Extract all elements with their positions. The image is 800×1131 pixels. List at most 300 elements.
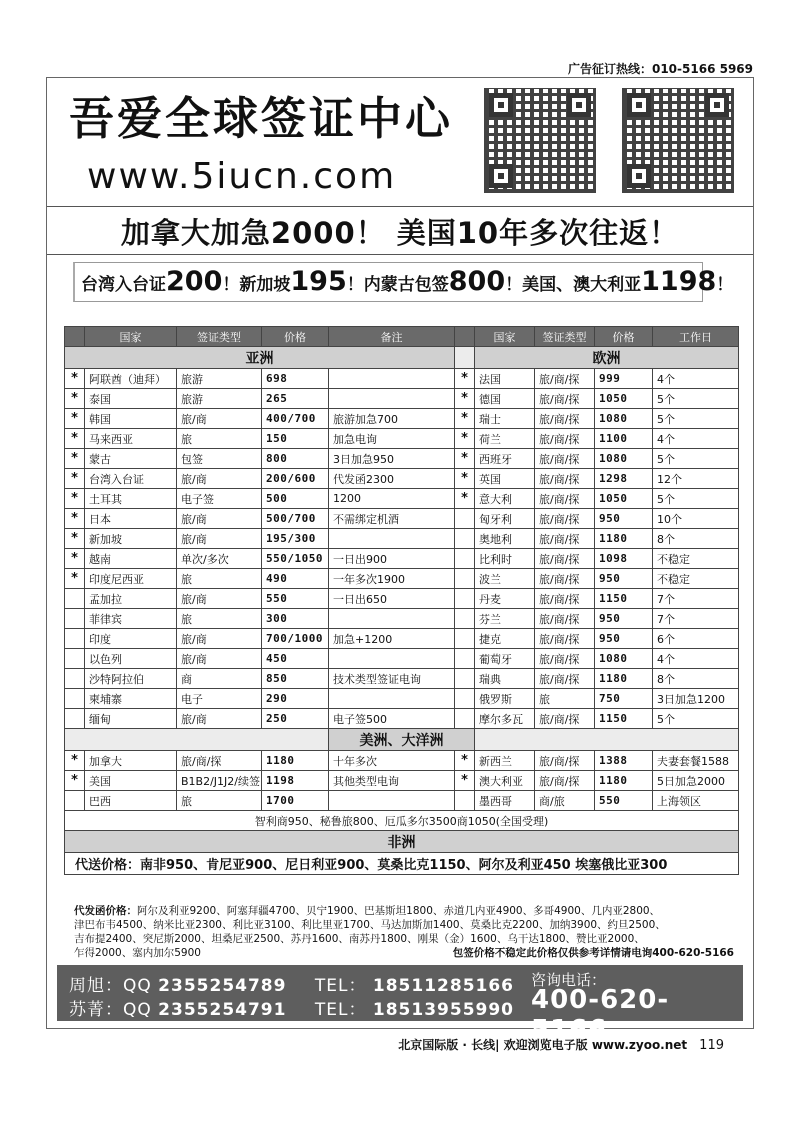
visa-remark: 代发函2300 [329,469,455,489]
visa-price: 950 [595,629,653,649]
featured-mark: * [65,489,85,509]
table-row [65,529,739,549]
table-row [65,569,739,589]
qr-code-weibo[interactable] [622,88,734,193]
featured-mark: * [65,469,85,489]
visa-remark: 其他类型电询 [329,771,455,791]
visa-price: 1180 [595,529,653,549]
work-days: 5日加急2000 [653,771,739,791]
country-name: 越南 [85,549,177,569]
visa-price: 850 [262,669,329,689]
table-row [65,791,739,811]
country-name: 俄罗斯 [475,689,535,709]
visa-type: 单次/多次 [177,549,262,569]
country-name: 加拿大 [85,751,177,771]
visa-price: 1700 [262,791,329,811]
featured-mark [65,649,85,669]
visa-remark: 加急+1200 [329,629,455,649]
featured-mark [455,791,475,811]
contact-qq[interactable]: 2355254789 [158,976,287,996]
qr-finder [627,93,651,117]
region-africa: 非洲 [65,831,739,853]
work-days: 8个 [653,669,739,689]
visa-remark: 不需绑定机酒 [329,509,455,529]
visa-type: 旅 [177,569,262,589]
work-days: 上海领区 [653,791,739,811]
work-days: 5个 [653,449,739,469]
visa-price: 500/700 [262,509,329,529]
divider [47,254,753,255]
visa-type: 旅/商 [177,529,262,549]
visa-remark: 一日出650 [329,589,455,609]
table-row [65,489,739,509]
headline-sub-text: 台湾入台证 [81,275,166,295]
visa-price: 1080 [595,409,653,429]
visa-price: 400/700 [262,409,329,429]
other-prices-line [74,904,734,918]
visa-type: 旅/商 [177,509,262,529]
headline-sub-price: 195 [290,266,347,297]
header-price: 价格 [262,327,329,347]
headline-sub-price: 1198 [641,266,717,297]
visa-type: 旅/商/探 [535,589,595,609]
country-name: 奥地利 [475,529,535,549]
visa-type: 旅/商 [177,469,262,489]
work-days: 7个 [653,589,739,609]
featured-mark [455,589,475,609]
visa-type: 旅/商/探 [535,449,595,469]
divider [47,206,753,207]
country-name: 澳大利亚 [475,771,535,791]
work-days: 不稳定 [653,549,739,569]
header-price: 价格 [595,327,653,347]
country-name: 匈牙利 [475,509,535,529]
table-row [65,609,739,629]
table-header-row [65,327,739,347]
visa-price: 1050 [595,389,653,409]
visa-price: 150 [262,429,329,449]
visa-price: 1198 [262,771,329,791]
region-gap [455,347,475,369]
featured-mark: * [455,771,475,791]
headline-sub-text: ！新加坡 [222,275,291,295]
visa-type: 旅游 [177,369,262,389]
region-gap [65,729,329,751]
other-prices-text: 乍得2000、塞内加尔5900 [74,947,201,959]
visa-price: 450 [262,649,329,669]
featured-mark [455,669,475,689]
header-remark: 备注 [329,327,455,347]
visa-price: 490 [262,569,329,589]
headline-sub-text: ！ [716,275,734,295]
visa-type: 商 [177,669,262,689]
country-name: 荷兰 [475,429,535,449]
contact-tel[interactable]: 18513955990 [372,1000,515,1020]
agent-price: 代送价格：南非950、肯尼亚900、尼日利亚900、莫桑比克1150、阿尔及利亚450 埃塞俄比亚300 [65,853,739,875]
work-days: 8个 [653,529,739,549]
visa-remark: 十年多次 [329,751,455,771]
country-name: 土耳其 [85,489,177,509]
visa-remark [329,389,455,409]
other-prices-text: 阿尔及利亚9200、阿塞拜疆4700、贝宁1900、巴基斯坦1800、赤道几内亚4900、多哥4900、几内亚2800、 [137,905,661,917]
visa-remark: 1200 [329,489,455,509]
visa-type: 旅 [177,791,262,811]
visa-price: 265 [262,389,329,409]
header-type: 签证类型 [177,327,262,347]
other-prices-line [74,946,734,960]
table-row [65,689,739,709]
table-row [65,649,739,669]
visa-type: 旅/商 [177,629,262,649]
qr-finder [567,93,591,117]
visa-price: 1150 [595,589,653,609]
table-row [65,469,739,489]
visa-type: 商/旅 [535,791,595,811]
featured-mark [65,589,85,609]
headline-sub-text: ！美国、澳大利亚 [505,275,642,295]
brand-block [69,90,469,205]
featured-mark: * [455,409,475,429]
table-row [65,389,739,409]
visa-price-table [64,326,739,875]
qr-finder [489,93,513,117]
table-row [65,449,739,469]
visa-type: 旅/商/探 [535,669,595,689]
country-name: 菲律宾 [85,609,177,629]
visa-price: 800 [262,449,329,469]
americas-note: 智利商950、秘鲁旅800、厄瓜多尔3500商1050(全国受理) [65,811,739,831]
visa-price: 999 [595,369,653,389]
visa-price: 1180 [595,771,653,791]
visa-type: 旅/商/探 [535,629,595,649]
visa-type: 包签 [177,449,262,469]
visa-type: 旅游 [177,389,262,409]
contact-zhouxu [69,971,514,996]
visa-price: 950 [595,509,653,529]
work-days: 7个 [653,609,739,629]
work-days: 4个 [653,649,739,669]
visa-type: 旅 [177,609,262,629]
visa-type: 旅/商/探 [535,751,595,771]
page-footer [398,1036,724,1053]
featured-mark: * [65,429,85,449]
table-row [65,709,739,729]
featured-mark: * [455,751,475,771]
featured-mark [65,709,85,729]
visa-type: 旅 [177,429,262,449]
visa-type: 旅/商/探 [177,751,262,771]
work-days: 5个 [653,709,739,729]
country-name: 泰国 [85,389,177,409]
featured-mark: * [65,389,85,409]
ad-hotline: 广告征订热线：010-5166 5969 [567,62,753,76]
work-days: 4个 [653,369,739,389]
work-days: 5个 [653,389,739,409]
visa-type: 旅/商/探 [535,549,595,569]
featured-mark: * [455,489,475,509]
visa-remark [329,791,455,811]
other-prices-line: 津巴布韦4500、纳米比亚2300、利比亚3100、利比里亚1700、马达加斯加1400、莫桑比克2200、加纳3900、约旦2500、 [74,919,666,931]
country-name: 英国 [475,469,535,489]
country-name: 西班牙 [475,449,535,469]
contact-tel-label: TEL： [314,976,367,996]
visa-price: 1388 [595,751,653,771]
visa-price: 1298 [595,469,653,489]
featured-mark: * [65,751,85,771]
visa-remark: 3日加急950 [329,449,455,469]
visa-type: 旅/商/探 [535,429,595,449]
consult-number[interactable]: 400-620-5166 [531,985,670,1045]
country-name: 蒙古 [85,449,177,469]
visa-price: 698 [262,369,329,389]
featured-mark: * [65,529,85,549]
table-row [65,771,739,791]
visa-remark [329,529,455,549]
country-name: 沙特阿拉伯 [85,669,177,689]
visa-type: 电子签 [177,489,262,509]
work-days: 4个 [653,429,739,449]
visa-remark [329,649,455,669]
visa-type: 旅/商/探 [535,649,595,669]
featured-mark: * [455,469,475,489]
headline-sub-text: ！内蒙古包签 [346,275,449,295]
brand-title: 吾爱全球签证中心 [69,92,454,145]
featured-mark: * [455,449,475,469]
featured-mark: * [65,509,85,529]
visa-price: 950 [595,569,653,589]
header-cell [455,327,475,347]
price-footnote: 包签价格不稳定此价格仅供参考详情请电询400-620-5166 [452,947,734,959]
country-name: 日本 [85,509,177,529]
visa-price: 550 [262,589,329,609]
country-name: 印度尼西亚 [85,569,177,589]
table-row [65,429,739,449]
visa-type: 旅/商 [177,649,262,669]
table-row [65,549,739,569]
featured-mark [65,791,85,811]
visa-price: 1050 [595,489,653,509]
featured-mark [65,629,85,649]
headline-sub-price: 200 [166,266,223,297]
visa-type: B1B2/J1J2/续签 [177,771,262,791]
visa-price: 1098 [595,549,653,569]
visa-price: 195/300 [262,529,329,549]
featured-mark [455,569,475,589]
header-country: 国家 [85,327,177,347]
visa-remark: 加急电询 [329,429,455,449]
header-country: 国家 [475,327,535,347]
visa-price: 290 [262,689,329,709]
featured-mark: * [455,429,475,449]
visa-price: 1150 [595,709,653,729]
contact-name: 苏菁：QQ [69,1000,152,1020]
visa-type: 电子 [177,689,262,709]
visa-price: 1080 [595,449,653,469]
visa-type: 旅/商/探 [535,489,595,509]
country-name: 巴西 [85,791,177,811]
country-name: 瑞士 [475,409,535,429]
visa-price: 200/600 [262,469,329,489]
visa-price: 1080 [595,649,653,669]
country-name: 捷克 [475,629,535,649]
visa-type: 旅/商/探 [535,709,595,729]
visa-remark: 电子签500 [329,709,455,729]
country-name: 丹麦 [475,589,535,609]
region-row [65,347,739,369]
visa-remark: 一日出900 [329,549,455,569]
visa-remark: 旅游加急700 [329,409,455,429]
visa-type: 旅/商/探 [535,369,595,389]
country-name: 阿联酋（迪拜） [85,369,177,389]
table-row [65,369,739,389]
country-name: 意大利 [475,489,535,509]
country-name: 美国 [85,771,177,791]
visa-price: 1100 [595,429,653,449]
other-prices [74,904,734,960]
qr-code-website[interactable] [484,88,596,193]
visa-type: 旅/商/探 [535,771,595,791]
featured-mark: * [455,389,475,409]
country-name: 台湾入台证 [85,469,177,489]
region-asia: 亚洲 [65,347,455,369]
visa-type: 旅/商 [177,709,262,729]
visa-price: 250 [262,709,329,729]
country-name: 新西兰 [475,751,535,771]
country-name: 柬埔寨 [85,689,177,709]
featured-mark [455,509,475,529]
featured-mark [455,649,475,669]
table-row [65,629,739,649]
headline-sub-price: 800 [448,266,506,297]
table-row [65,409,739,429]
featured-mark: * [65,369,85,389]
visa-type: 旅 [535,689,595,709]
visa-type: 旅/商/探 [535,509,595,529]
header-type: 签证类型 [535,327,595,347]
qr-finder [489,164,513,188]
country-name: 孟加拉 [85,589,177,609]
country-name: 印度 [85,629,177,649]
contact-qq[interactable]: 2355254791 [158,1000,287,1020]
featured-mark: * [455,369,475,389]
table-row [65,509,739,529]
work-days: 6个 [653,629,739,649]
visa-remark [329,689,455,709]
visa-remark: 技术类型签证电询 [329,669,455,689]
country-name: 法国 [475,369,535,389]
featured-mark: * [65,449,85,469]
visa-type: 旅/商 [177,409,262,429]
featured-mark: * [65,409,85,429]
headline-sub [73,262,734,302]
region-gap [475,729,739,751]
featured-mark [455,529,475,549]
featured-mark [65,689,85,709]
contact-tel-label: TEL： [314,1000,367,1020]
work-days: 夫妻套餐1588 [653,751,739,771]
table-body [65,347,739,875]
visa-type: 旅/商 [177,589,262,609]
featured-mark [455,709,475,729]
other-prices-label: 代发函价格： [74,905,137,917]
region-row [65,729,739,751]
work-days: 5个 [653,409,739,429]
country-name: 芬兰 [475,609,535,629]
headline-main: 加拿大加急2000！ 美国10年多次往返！ [120,216,680,250]
country-name: 新加坡 [85,529,177,549]
contact-tel[interactable]: 18511285166 [372,976,515,996]
visa-remark [329,609,455,629]
region-americas: 美洲、大洋洲 [329,729,475,751]
region-europe: 欧洲 [475,347,739,369]
featured-mark: * [65,569,85,589]
visa-remark [329,369,455,389]
table-row [65,589,739,609]
visa-price: 300 [262,609,329,629]
country-name: 德国 [475,389,535,409]
qr-finder [627,164,651,188]
visa-price: 500 [262,489,329,509]
country-name: 瑞典 [475,669,535,689]
featured-mark: * [65,771,85,791]
brand-url[interactable]: www.5iucn.com [87,156,397,197]
agent-price-row [65,853,739,875]
featured-mark [65,669,85,689]
region-row [65,831,739,853]
visa-type: 旅/商/探 [535,529,595,549]
work-days: 5个 [653,489,739,509]
qr-finder [705,93,729,117]
country-name: 马来西亚 [85,429,177,449]
country-name: 摩尔多瓦 [475,709,535,729]
featured-mark [455,549,475,569]
consult-label: 咨询电话： [531,971,607,989]
table-row [65,751,739,771]
country-name: 波兰 [475,569,535,589]
visa-remark: 一年多次1900 [329,569,455,589]
visa-type: 旅/商/探 [535,469,595,489]
country-name: 墨西哥 [475,791,535,811]
visa-price: 550/1050 [262,549,329,569]
visa-price: 750 [595,689,653,709]
visa-type: 旅/商/探 [535,609,595,629]
country-name: 葡萄牙 [475,649,535,669]
visa-price: 1180 [595,669,653,689]
visa-type: 旅/商/探 [535,409,595,429]
footer-text: 北京国际版 · 长线| 欢迎浏览电子版 www.zyoo.net [398,1038,688,1052]
other-prices-line: 吉布提2400、突尼斯2000、坦桑尼亚2500、苏丹1600、南苏丹1800、刚果（金）1600、乌干达1800、赞比亚2000、 [74,933,645,945]
country-name: 以色列 [85,649,177,669]
visa-price: 550 [595,791,653,811]
country-name: 韩国 [85,409,177,429]
contact-sujing [69,995,514,1020]
work-days: 12个 [653,469,739,489]
work-days: 3日加急1200 [653,689,739,709]
country-name: 比利时 [475,549,535,569]
visa-type: 旅/商/探 [535,569,595,589]
visa-price: 700/1000 [262,629,329,649]
visa-type: 旅/商/探 [535,389,595,409]
featured-mark: * [65,549,85,569]
table-row [65,669,739,689]
featured-mark [455,609,475,629]
visa-price: 950 [595,609,653,629]
visa-price: 1180 [262,751,329,771]
work-days: 10个 [653,509,739,529]
note-row [65,811,739,831]
work-days: 不稳定 [653,569,739,589]
contact-name: 周旭：QQ [69,976,152,996]
